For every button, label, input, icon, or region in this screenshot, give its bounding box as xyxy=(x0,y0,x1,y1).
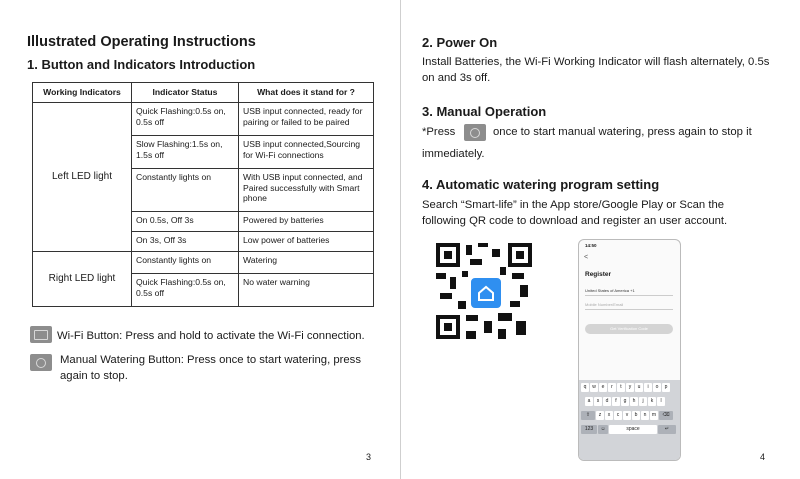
backspace-key-icon[interactable]: ⌫ xyxy=(659,411,673,420)
keyboard-row-2 xyxy=(585,397,665,406)
key[interactable]: m xyxy=(651,412,657,418)
meaning-cell: No water warning xyxy=(239,274,374,307)
manual-button-text: Manual Watering Button: Press once to start watering, press again to stop. xyxy=(60,354,361,382)
key[interactable]: n xyxy=(641,411,649,420)
status-cell: On 0.5s, Off 3s xyxy=(132,212,239,232)
key[interactable]: r xyxy=(608,383,616,392)
key[interactable]: s xyxy=(594,397,602,406)
manual-text-pre: *Press xyxy=(422,126,456,138)
status-cell: On 3s, Off 3s xyxy=(132,232,239,252)
power-on-text: Install Batteries, the Wi-Fi Working Indicator will flash alternately, 0.5s on and 3s off. xyxy=(422,56,770,84)
phone-keyboard xyxy=(579,380,680,460)
phone-time: 14:50 xyxy=(585,243,597,248)
status-cell: Quick Flashing:0.5s on, 0.5s off xyxy=(132,274,239,307)
wifi-button-text: Wi-Fi Button: Press and hold to activate the Wi-Fi connection. xyxy=(57,330,365,342)
meaning-cell: With USB input connected, and Paired successfully with Smart phone xyxy=(239,169,374,212)
section-3-heading: 3. Manual Operation xyxy=(422,104,547,119)
section-1-heading: 1. Button and Indicators Introduction xyxy=(27,57,256,72)
table-header: What does it stand for ? xyxy=(239,83,374,103)
wifi-button-icon xyxy=(30,326,52,343)
auto-text-2: following QR code to download and register an user account. xyxy=(422,215,728,227)
key[interactable]: u xyxy=(635,383,643,392)
key[interactable]: y xyxy=(626,383,634,392)
indicator-table xyxy=(32,82,374,307)
key[interactable]: t xyxy=(617,383,625,392)
return-key-icon[interactable]: ↵ xyxy=(658,425,676,434)
key[interactable]: e xyxy=(599,383,607,392)
key[interactable]: d xyxy=(603,397,611,406)
key[interactable]: o xyxy=(653,383,661,392)
get-verification-code-button[interactable]: Get Verification Code xyxy=(585,324,673,334)
key[interactable]: g xyxy=(621,397,629,406)
table-row xyxy=(33,252,374,274)
keyboard-row-4 xyxy=(581,425,676,434)
page-number-right: 4 xyxy=(760,452,766,462)
table-header: Indicator Status xyxy=(132,83,239,103)
table-header-row xyxy=(33,83,374,103)
manual-text-tail: immediately. xyxy=(422,148,485,160)
manual-text-post: once to start manual watering, press again to stop it xyxy=(493,126,752,138)
numbers-key[interactable]: 123 xyxy=(581,425,597,434)
meaning-cell: Low power of batteries xyxy=(239,232,374,252)
section-2-heading: 2. Power On xyxy=(422,35,498,50)
group-right-led: Right LED light xyxy=(33,252,132,307)
key[interactable]: z xyxy=(596,411,604,420)
key[interactable]: w xyxy=(590,383,598,392)
key[interactable]: p xyxy=(662,383,670,392)
status-cell: Constantly lights on xyxy=(132,169,239,212)
key[interactable]: x xyxy=(605,411,613,420)
page-number-left: 3 xyxy=(366,452,372,462)
emoji-key-icon[interactable]: ☺ xyxy=(598,425,608,434)
register-title: Register xyxy=(585,271,612,278)
meaning-cell: USB input connected, ready for pairing or failed to be paired xyxy=(239,103,374,136)
key[interactable]: j xyxy=(639,397,647,406)
meaning-cell: USB input connected,Sourcing for Wi-Fi connections xyxy=(239,136,374,169)
manual-watering-button-icon xyxy=(464,124,486,141)
shift-key-icon[interactable]: ⇧ xyxy=(581,411,595,420)
meaning-cell: Watering xyxy=(239,252,374,274)
keyboard-row-1 xyxy=(581,383,670,392)
space-key[interactable]: space xyxy=(609,425,657,434)
group-left-led: Left LED light xyxy=(33,103,132,252)
keyboard-row-3 xyxy=(581,411,673,420)
key[interactable]: a xyxy=(585,397,593,406)
phone-screenshot xyxy=(578,239,681,461)
status-cell: Quick Flashing:0.5s on, 0.5s off xyxy=(132,103,239,136)
key[interactable]: c xyxy=(614,411,622,420)
status-cell: Slow Flashing:1.5s on, 1.5s off xyxy=(132,136,239,169)
status-cell: Constantly lights on xyxy=(132,252,239,274)
manual-watering-button-icon xyxy=(30,354,52,371)
key[interactable]: v xyxy=(623,411,631,420)
key[interactable]: k xyxy=(648,397,656,406)
meaning-cell: Powered by batteries xyxy=(239,212,374,232)
key[interactable]: h xyxy=(630,397,638,406)
key[interactable]: l xyxy=(657,397,665,406)
key[interactable]: i xyxy=(644,383,652,392)
auto-text-1: Search “Smart-life” in the App store/Google Play or Scan the xyxy=(422,199,725,211)
key[interactable]: f xyxy=(612,397,620,406)
country-select[interactable]: United States of America +1 xyxy=(585,288,673,296)
back-chevron-icon[interactable]: < xyxy=(584,254,589,261)
table-row xyxy=(33,103,374,136)
smart-life-logo-icon xyxy=(469,276,503,310)
table-header: Working Indicators xyxy=(33,83,132,103)
key[interactable]: b xyxy=(632,411,640,420)
page-title: Illustrated Operating Instructions xyxy=(27,34,256,50)
key[interactable]: q xyxy=(581,383,589,392)
mobile-email-input[interactable]: Mobile Number/Email xyxy=(585,302,673,310)
section-4-heading: 4. Automatic watering program setting xyxy=(422,177,660,192)
